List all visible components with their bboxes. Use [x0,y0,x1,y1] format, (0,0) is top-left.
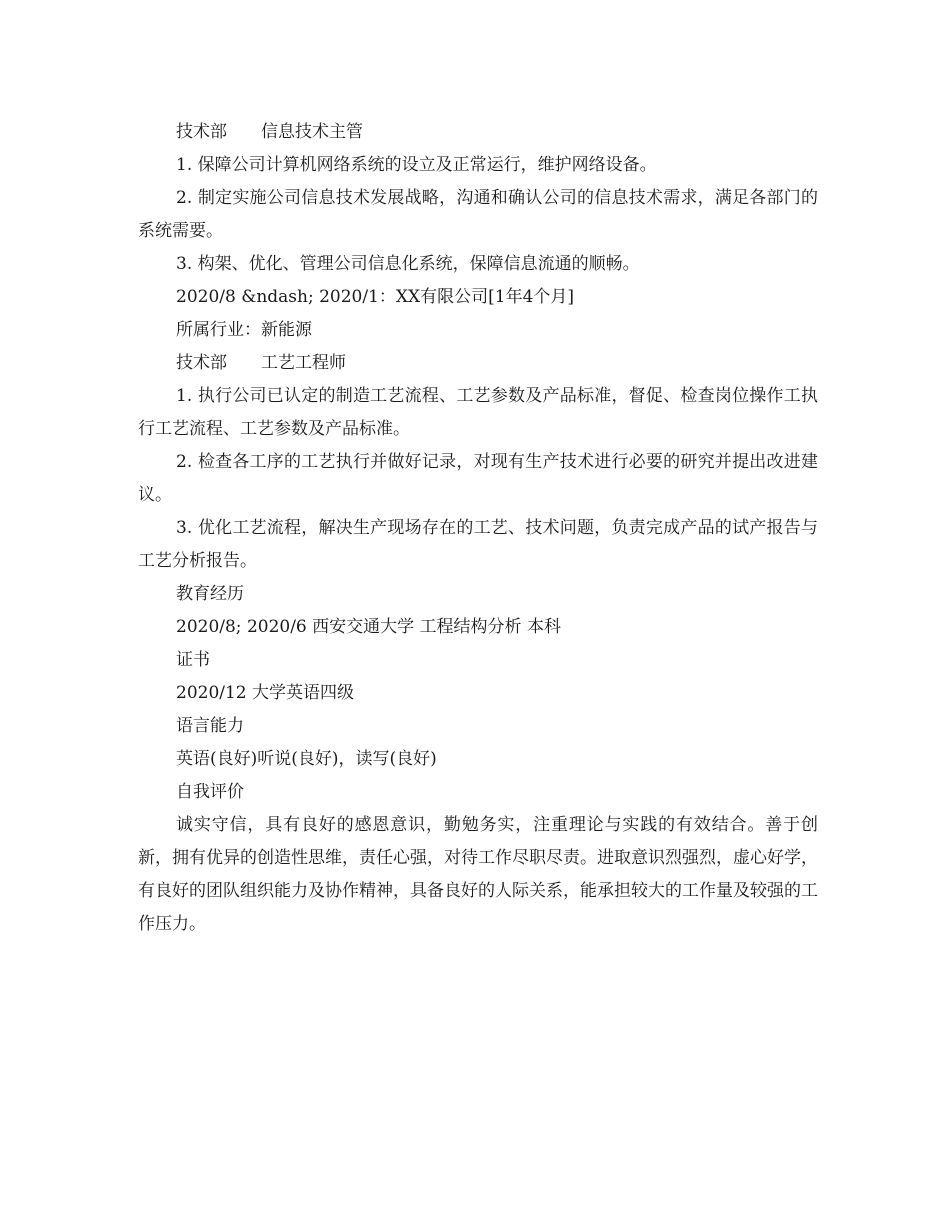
duty-item: 3. 构架、优化、管理公司信息化系统，保障信息流通的顺畅。 [176,254,640,274]
section-line-dept-process: 技术部 工艺工程师 [176,353,346,373]
self-evaluation-text: 诚实守信，具有良好的感恩意识，勤勉务实，注重理论与实践的有效结合。善于创新，拥有优异的创造性思维，责任心强，对待工作尽职尽责。进取意识烈强烈，虚心好学，有良好的团队组织能力及协作精神，具备良好的人际关系，能承担较大的工作量及较强的工作压力。 [138,815,818,934]
section-line-dept-it: 技术部 信息技术主管 [176,122,363,142]
industry-line: 所属行业：新能源 [176,320,312,340]
certificate-entry: 2020/12 大学英语四级 [176,683,355,703]
duty-item: 1. 保障公司计算机网络系统的设立及正常运行，维护网络设备。 [176,155,657,175]
language-entry: 英语(良好)听说(良好)，读写(良好) [176,749,437,769]
duty-item: 1. 执行公司已认定的制造工艺流程、工艺参数及产品标准，督促、检查岗位操作工执行工艺流程、工艺参数及产品标准。 [138,386,818,439]
heading-language: 语言能力 [176,716,244,736]
heading-certificates: 证书 [176,650,210,670]
employment-period: 2020/8 &ndash; 2020/1：XX有限公司[1年4个月] [176,287,575,307]
duty-item: 3. 优化工艺流程，解决生产现场存在的工艺、技术问题，负责完成产品的试产报告与工艺分析报告。 [138,518,818,571]
document-body [138,116,818,941]
heading-education: 教育经历 [176,584,244,604]
education-entry: 2020/8; 2020/6 西安交通大学 工程结构分析 本科 [176,617,561,637]
duty-item: 2. 制定实施公司信息技术发展战略，沟通和确认公司的信息技术需求，满足各部门的系统需要。 [138,188,818,241]
duty-item: 2. 检查各工序的工艺执行并做好记录，对现有生产技术进行必要的研究并提出改进建议。 [138,452,818,505]
heading-self-evaluation: 自我评价 [176,782,244,802]
